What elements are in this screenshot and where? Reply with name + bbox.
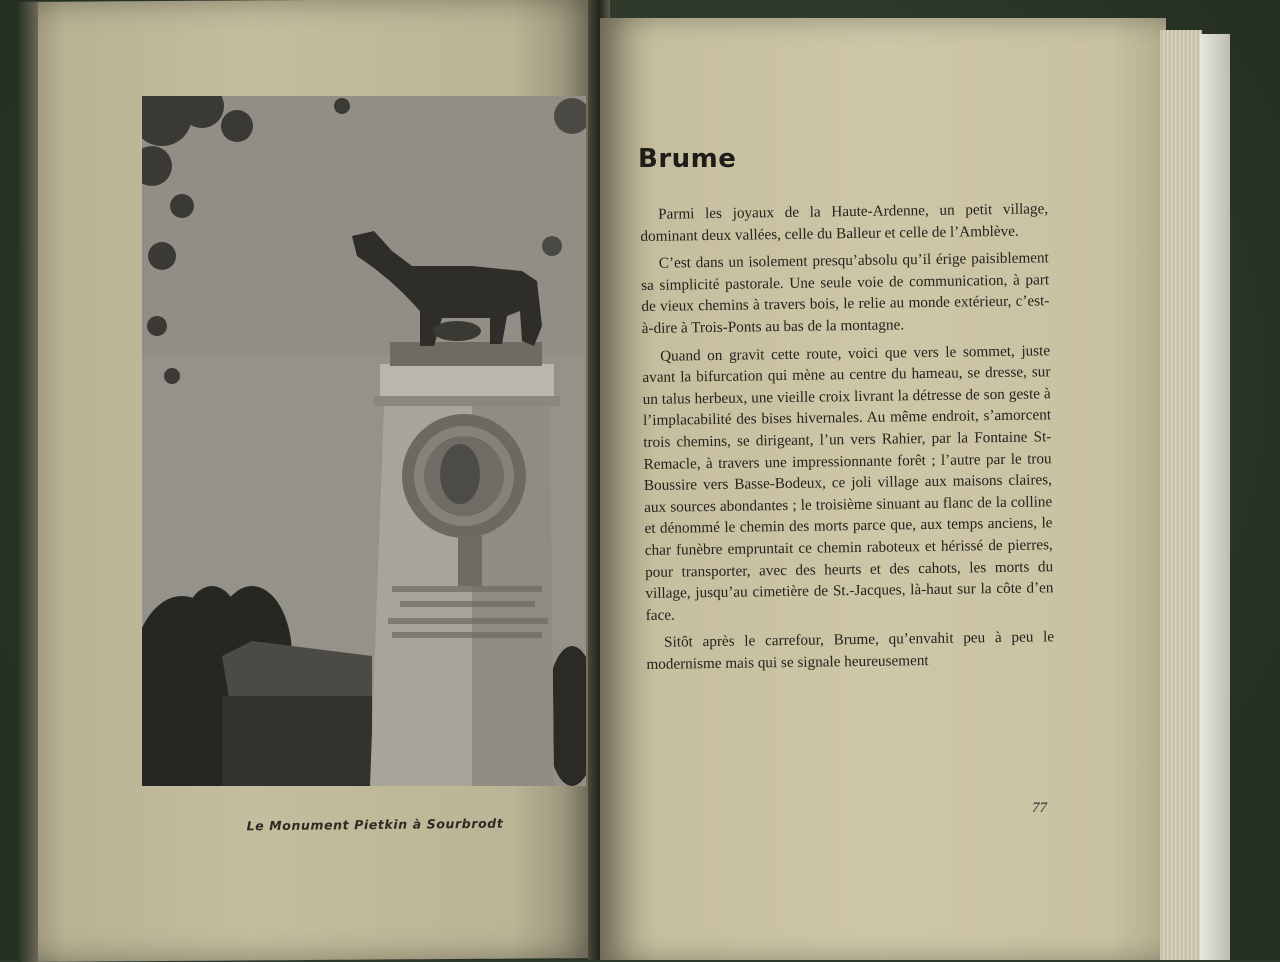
- left-page-edge: [18, 2, 38, 962]
- monument-photo: [142, 96, 586, 786]
- paragraph: Parmi les joyaux de la Haute-Ardenne, un petit village, dominant deux vallées, celle du Balleur et celle de l’Amblève.: [640, 200, 1049, 245]
- photo-caption: Le Monument Pietkin à Sourbrodt: [246, 815, 504, 834]
- chapter-body: [640, 198, 1055, 681]
- page-number: 77: [1032, 800, 1047, 816]
- paragraph: Sitôt après le carrefour, Brume, qu’envahit peu à peu le modernisme mais qui se signale heureusement: [646, 628, 1055, 673]
- book-cover-edge: [1200, 34, 1230, 960]
- paragraph: Quand on gravit cette route, voici que vers le sommet, juste avant la bifurcation qui mène au centre du hameau, se dresse, sur un talus herbeux, une vieille croix livrant la détresse de son geste à l’implacabilité des bises hivernales. Au même endroit, s’amorcent trois chemins, se dirigeant, l’un vers Rahier, par la Fontaine St-Remacle, à travers une impressionnante forêt ; l’autre par le trou Boussire vers Basse-Bodeux, ce joli village aux maisons claires, aux sources abondantes ; le troisième sinuant au flanc de la colline et dénommé le chemin des morts parce que, aux temps anciens, le char funèbre empruntait ce chemin raboteux et hérissé de pierres, pour transporter, avec des heurts et des cahots, les morts du village, jusqu’au cimetière de St.-Jacques, là-haut sur la côte d’en face.: [642, 341, 1054, 624]
- chapter-title: Brume: [638, 144, 737, 174]
- paragraph: C’est dans un isolement presqu’absolu qu’il érige paisiblement sa simplicité pastorale. Une seule voie de communication, à part de vieux chemins à travers bois, le relie au monde extérieur, c’est-à-dire à Trois-Ponts au bas de la montagne.: [641, 249, 1050, 337]
- monument-illustration: [142, 96, 586, 786]
- page-edges: [1160, 30, 1202, 960]
